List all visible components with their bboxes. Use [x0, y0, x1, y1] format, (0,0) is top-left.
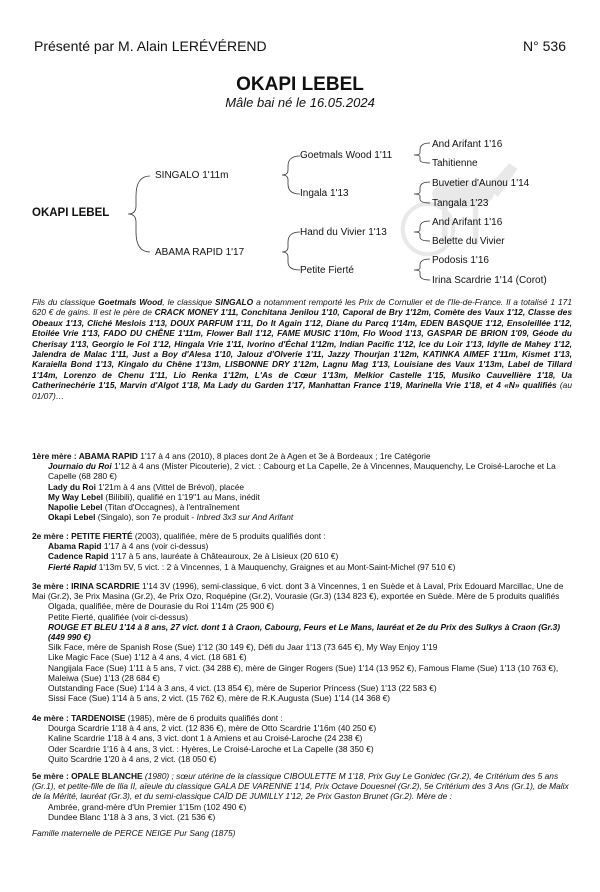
first-dam-produce-text: (Bilibili), qualifié en 1'19"1 au Mans, inédit — [103, 491, 260, 502]
sire-description — [32, 297, 572, 401]
intro-progeny-list: CRACK MONEY 1'11, Conchitana Jenilou 1'10, Caporal de Bry 1'12m, Comète des Vaux 1'12, Classe des Obeaux 1'13, Cliché Meslois 1'13, DOUX PARFUM 1'11, Do It Again 1'12, Diane du Parcq 1'14m, EDEN BASQUE 1'12, Ensoleillée 1'12, Etoilée Vrie 1'13, FADO DU CHÊNE 1'11m, Flower Ball 1'12, FAME MUSIC 1'10m, Flo Wood 1'13, GASPAR DE BRION 1'09, Géode du Cherisay 1'13, Georgio le Fol 1'12, Hingala Vrie 1'11, Ivorino d'Échal 1'12m, Indian Pacific 1'12, Ice du Loir 1'13, Idylle de Mahey 1'12, Jalendra de Malac 1'11, Just a Boy d'Alesa 1'10, Jalouz d'Olverie 1'11, Jazzy Thourjan 1'12m, KATINKA AIMEF 1'11m, Kismet 1'13, Karaiella Bond 1'13, Kingalo du Chêne 1'13m, LISBONNE DRY 1'12m, Lagnu Mag 1'13, Louisiane des Vaux 1'13m, Label de Tillard 1'14m, Lorenzo de Chenu 1'11, Lio Renka 1'12m, L'As de Cœur 1'13m, Melkior Castelle 1'15, Musiko Cauvellière 1'18, Ua Catherinechérie 1'15, Marvin d'Algot 1'18, Ma Lady du Garden 1'17, Manhattan France 1'19, Marinella Vrie 1'18, et 4 «N» qualifiés — [32, 307, 572, 391]
first-dam-produce-text: 1'12 à 4 ans (Mister Picouterie), 2 vict. : Cabourg et La Capelle, 2e à Vincennes, Mauquenchy, Le Croisé-Laroche et La Capelle (68 280 €) — [48, 461, 556, 482]
first-dam-produce-name: Lady du Roi — [48, 481, 96, 492]
third-dam-produce: Like Magic Face (Sue) 1'12 à 4 ans, 4 vict. (18 681 €) — [48, 652, 247, 663]
second-dam-produce-name: Fierté Rapid — [48, 561, 97, 572]
intro-text-3: a notamment remporté les Prix de Cornulier et de l'Ile-de-France. Il a totalisé 1 171 620 € de gains. Il est le père de — [32, 297, 572, 318]
second-dam-produce-name: Abama Rapid — [48, 541, 102, 552]
third-dam-produce: Nangijala Face (Sue) 1'11 à 5 ans, 7 vict. (34 288 €), mère de Ginger Rogers (Sue) 1'14 (13 952 €), Famous Flame (Sue) 1'13 (10 763 €), Maleiwa (Sue) 1'13 (28 684 €) — [48, 662, 559, 683]
third-dam-section — [32, 581, 572, 703]
first-dam-text: 1'17 à 4 ans (2010), 8 places dont 2e à Agen et 3e à Bordeaux ; 1re Catégorie — [137, 451, 431, 461]
third-dam-heading: 3e mère : IRINA SCARDRIE — [32, 581, 140, 591]
third-dam-produce: Silk Face, mère de Spanish Rose (Sue) 1'12 (30 149 €), Défi du Jaar 1'13 (73 645 €), My Way Enjoy 1'19 — [48, 642, 438, 653]
first-dam-produce-name: Napolie Lebel — [48, 502, 103, 513]
third-dam-text: 1'14 3V (1996), semi-classique, 6 vict. dont 3 à Vincennes, 1 en Suède et à Laval, Prix Edouard Marcillac, Une de Mai (Gr.2), 3e Prix Masina (Gr.2), 4e Prix Ozo, Roquépine (Gr.2), Vourasie (Gr.3) (134 823 €), exportée en Suède. Mère de 5 produits qualifiés — [32, 581, 564, 602]
second-dam-produce-text: 1'17 à 5 ans, lauréate à Châteauroux, 2e à Lisieux (20 610 €) — [108, 551, 339, 562]
third-dam-produce: Outstanding Face (Sue) 1'14 à 3 ans, 4 vict. (13 854 €), mère de Superior Princess (Sue) 1'13 (22 583 €) — [48, 683, 437, 694]
fifth-dam-section — [32, 771, 572, 822]
first-dam-produce-text: (Singalo), son 7e produit - — [95, 512, 197, 523]
first-dam-section — [32, 451, 572, 522]
intro-goetmals: Goetmals Wood — [98, 297, 163, 307]
fourth-dam-section — [32, 713, 572, 764]
presenter: Présenté par M. Alain LERÉVÉREND — [34, 38, 267, 54]
first-dam-produce-name: Okapi Lebel — [48, 512, 96, 523]
intro-text-4: (au 01/07)… — [32, 380, 572, 401]
fifth-dam-text: (1980) ; sœur utérine de la classique CIBOULETTE M 1'18, Prix Guy Le Gonidec (Gr.2), 4e Critérium des 5 ans (Gr.1), et petite-fille de Ilia II, aïeule du classique GALA DE VARENNE 1'14, Prix Octave Douesnel (Gr.2), 5e Critérium des 3 Ans (Gr.1), de Malix de la Mérité, lauréat (Gr.3), et du semi-classique CAÏD DE JUMILLY 1'12, 2e Prix Gaston Brunet (Gr.2). Mère de : — [32, 771, 569, 802]
second-dam-heading: 2e mère : PETITE FIERTÉ — [32, 531, 133, 541]
lot-number: N° 536 — [523, 38, 566, 54]
fourth-dam-heading: 4e mère : TARDENOISE — [32, 713, 126, 723]
first-dam-produce-name: My Way Lebel — [48, 491, 104, 502]
first-dam-produce-name: Journaio du Roi — [48, 461, 112, 472]
third-dam-produce: Sissi Face (Sue) 1'14 à 5 ans, 2 vict. (15 762 €), mère de R.K.Augusta (Sue) 1'14 (14 368 €) — [48, 693, 391, 704]
horse-name: OKAPI LEBEL — [236, 74, 364, 95]
pedigree-dam-dam: Petite Fierté — [300, 265, 354, 276]
pedigree-ssd: Tahitienne — [432, 158, 478, 169]
pedigree-sire-sire: Goetmals Wood 1'11 — [300, 150, 393, 161]
fifth-dam-heading: 5e mère : OPALE BLANCHE — [32, 771, 143, 781]
second-dam-produce-name: Cadence Rapid — [48, 551, 109, 562]
pedigree-dam-sire: Hand du Vivier 1'13 — [300, 227, 387, 238]
horse-subtitle: Mâle bai né le 16.05.2024 — [225, 95, 375, 110]
intro-text-1: Fils du classique — [32, 297, 99, 307]
pedigree-sdd: Tangala 1'23 — [432, 198, 489, 209]
second-dam-text: (2003), qualifiée, mère de 5 produits qualifiés dont : — [132, 531, 326, 541]
pedigree-dds: Podosis 1'16 — [432, 255, 489, 266]
pedigree-ddd: Irina Scardrie 1'14 (Corot) — [432, 275, 547, 286]
second-dam-produce-text: 1'13m 5V, 5 vict. : 2 à Vincennes, 1 à Mauquenchy, Graignes et au Mont-Saint-Michel (97 510 €) — [96, 561, 456, 572]
pedigree-dsd: Belette du Vivier — [432, 236, 505, 247]
fifth-dam-produce: Ambrée, grand-mère d'Un Premier 1'15m (102 490 €) — [48, 801, 247, 812]
pedigree-sire: SINGALO 1'11m — [155, 170, 229, 181]
intro-singalo: SINGALO — [215, 297, 254, 307]
fourth-dam-produce: Quito Scardrie 1'20 à 4 ans, 2 vict. (18 050 €) — [48, 753, 217, 764]
pedigree-subject: OKAPI LEBEL — [32, 207, 110, 219]
first-dam-produce-text: 1'21m à 4 ans (Vittel de Brévol), placée — [95, 481, 245, 492]
fifth-dam-produce: Dundee Blanc 1'18 à 3 ans, 3 vict. (21 536 €) — [48, 811, 216, 822]
pedigree-dam: ABAMA RAPID 1'17 — [155, 247, 245, 258]
third-dam-produce: ROUGE ET BLEU 1'14 à 8 ans, 27 vict. dont 1 à Craon, Cabourg, Feurs et Le Mans, lauréat et 2e du Prix des Sulkys à Craon (Gr.3) (449 990 €) — [48, 621, 561, 643]
maternal-family: Famille maternelle de PERCE NEIGE Pur Sang (1875) — [32, 828, 236, 838]
inbreeding-note: Inbred 3x3 sur And Arifant — [196, 512, 294, 523]
second-dam-produce-text: 1'17 à 4 ans (voir ci-dessus) — [101, 541, 209, 552]
pedigree-sire-dam: Ingala 1'13 — [300, 188, 349, 199]
first-dam-produce-text: (Titan d'Occagnes), à l'entraînement — [102, 502, 240, 513]
pedigree-sds: Buvetier d'Aunou 1'14 — [432, 178, 530, 189]
fourth-dam-produce: Dourga Scardrie 1'18 à 4 ans, 2 vict. (12 836 €), mère de Otto Scardrie 1'16m (40 250 €) — [48, 723, 377, 734]
third-dam-produce: Olgada, qualifiée, mère de Dourasie du Roi 1'14m (25 900 €) — [48, 601, 274, 612]
fourth-dam-produce: Oder Scardrie 1'16 à 4 ans, 3 vict. : Hyères, Le Croisé-Laroche et La Capelle (38 350 €) — [48, 743, 374, 754]
fourth-dam-produce: Kaline Scardrie 1'18 à 4 ans, 3 vict. dont 1 à Amiens et au Croisé-Laroche (24 238 €) — [48, 733, 363, 744]
third-dam-produce: Petite Fierté, qualifiée (voir ci-dessus) — [48, 611, 189, 622]
fourth-dam-text: (1985), mère de 6 produits qualifiés dont : — [125, 713, 283, 723]
pedigree-dss: And Arifant 1'16 — [432, 217, 503, 228]
first-dam-heading: 1ère mère : ABAMA RAPID — [32, 451, 138, 461]
second-dam-section — [32, 531, 572, 572]
intro-text-2: , le classique — [162, 297, 216, 307]
pedigree-sss: And Arifant 1'16 — [432, 139, 503, 150]
